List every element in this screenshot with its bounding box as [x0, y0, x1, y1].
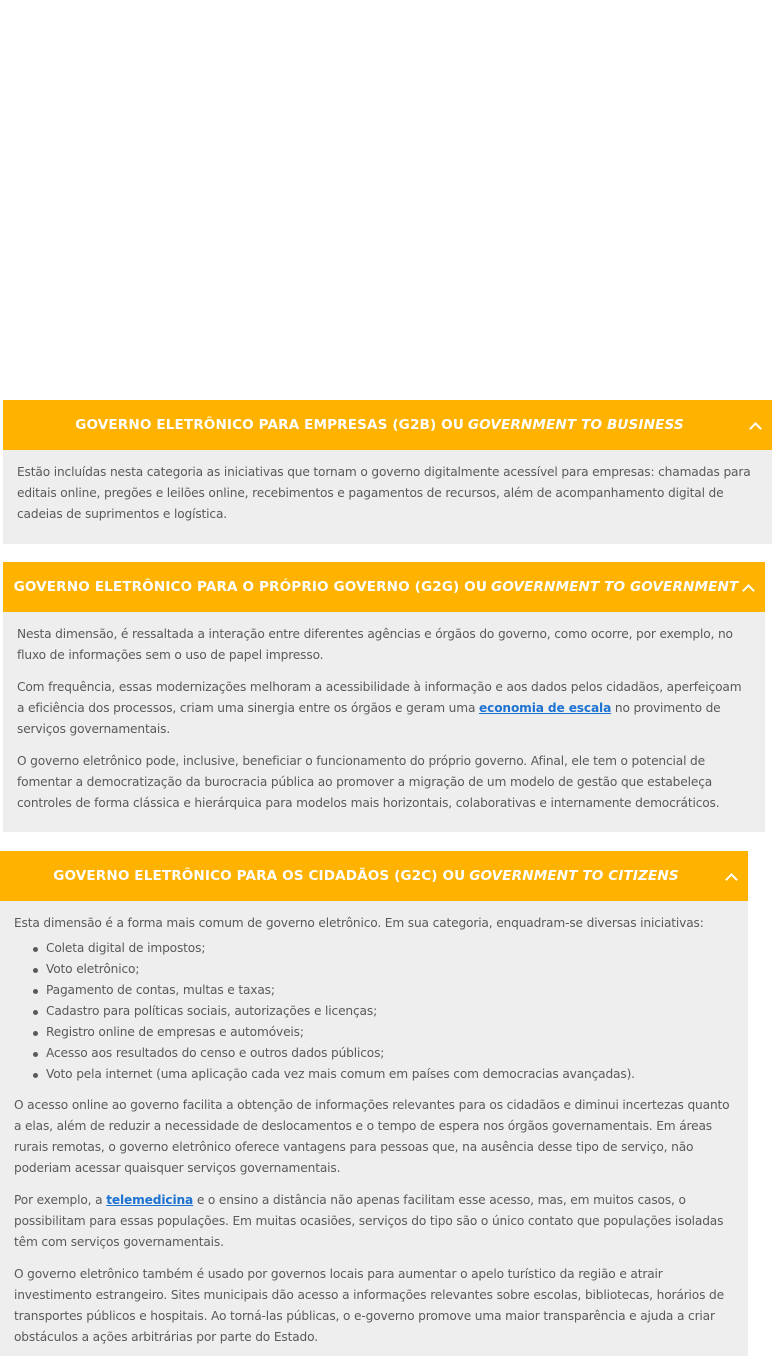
chevron-up-icon[interactable]: [726, 874, 736, 884]
chevron-up-icon[interactable]: [743, 585, 753, 595]
paragraph: [17, 677, 751, 740]
paragraph: [14, 1190, 734, 1253]
accordion-body-g2c: [0, 901, 748, 1356]
accordion-g2b: [3, 400, 772, 544]
accordion-title-g2c: GOVERNO ELETRÔNICO PARA OS CIDADÃOS (G2C) OU: [53, 868, 466, 884]
list-item: Coleta digital de impostos;: [32, 938, 734, 959]
list-item: Voto pela internet (uma aplicação cada vez mais comum em países com democracias avançadas).: [32, 1064, 734, 1085]
accordion-title-g2b-en: GOVERNMENT TO BUSINESS: [467, 417, 684, 433]
accordion-header-g2g[interactable]: [3, 562, 765, 612]
chevron-up-icon[interactable]: [750, 423, 760, 433]
accordion-g2g: [3, 562, 765, 832]
paragraph-text: e o ensino a distância não apenas facilitam esse acesso, mas, em muitos casos, o possibilitam para essas populações. Em muitas ocasiões, serviços do tipo são o único contato que populações isoladas têm com serviços governamentais.: [14, 1193, 724, 1249]
accordion-body-g2g: [3, 612, 765, 828]
paragraph-text: Com frequência, essas modernizações melhoram a acessibilidade à informação e aos dados pelos cidadãos, aperfeiçoam a eficiência dos processos, criam uma sinergia entre os órgãos e geram uma: [17, 680, 742, 715]
accordion-title-g2c-en: GOVERNMENT TO CITIZENS: [469, 868, 679, 884]
list-item: Voto eletrônico;: [32, 959, 734, 980]
accordion-header-g2b[interactable]: [3, 400, 772, 450]
accordion-body-g2b: [3, 450, 772, 539]
link-telemedicina[interactable]: telemedicina: [106, 1193, 194, 1207]
paragraph-text: no provimento de serviços governamentais.: [17, 701, 721, 736]
accordion-title-g2g-en: GOVERNMENT TO GOVERNMENT: [490, 579, 739, 595]
paragraph: Nesta dimensão, é ressaltada a interação entre diferentes agências e órgãos do governo, como ocorre, por exemplo, no fluxo de informações sem o uso de papel impresso.: [17, 627, 733, 662]
accordion-title-g2b: GOVERNO ELETRÔNICO PARA EMPRESAS (G2B) OU: [75, 417, 464, 433]
paragraph: O governo eletrônico também é usado por governos locais para aumentar o apelo turístico da região e atrair investimento estrangeiro. Sites municipais dão acesso a informações relevantes sobre escolas, bibliotecas, horários de transportes públicos e hospitais. Ao torná-las públicas, o e-governo promove uma maior transparência e ajuda a criar obstáculos a ações arbitrárias por parte do Estado.: [14, 1267, 724, 1344]
accordion-title-g2g: GOVERNO ELETRÔNICO PARA O PRÓPRIO GOVERNO (G2G) OU: [13, 579, 487, 595]
paragraph: Estão incluídas nesta categoria as iniciativas que tornam o governo digitalmente acessível para empresas: chamadas para editais online, pregões e leilões online, recebimentos e pagamentos de recursos, além de acompanhamento digital de cadeias de suprimentos e logística.: [17, 465, 751, 521]
paragraph-text: Por exemplo, a: [14, 1193, 103, 1207]
paragraph: Esta dimensão é a forma mais comum de governo eletrônico. Em sua categoria, enquadram-se diversas iniciativas:: [14, 916, 704, 930]
paragraph: O acesso online ao governo facilita a obtenção de informações relevantes para os cidadãos e diminui incertezas quanto a elas, além de reduzir a necessidade de deslocamentos e o tempo de espera nos órgãos governamentais. Em áreas rurais remotas, o governo eletrônico oferece vantagens para pessoas que, na ausência desse tipo de serviço, não poderiam acessar quaisquer serviços governamentais.: [14, 1098, 730, 1175]
list-item: Registro online de empresas e automóveis;: [32, 1022, 734, 1043]
list-item: Pagamento de contas, multas e taxas;: [32, 980, 734, 1001]
list-item: Acesso aos resultados do censo e outros dados públicos;: [32, 1043, 734, 1064]
link-economia-de-escala[interactable]: economia de escala: [479, 701, 612, 715]
accordion-g2c: [0, 851, 748, 1356]
initiatives-list: [32, 938, 734, 1085]
paragraph: O governo eletrônico pode, inclusive, beneficiar o funcionamento do próprio governo. Afinal, ele tem o potencial de fomentar a democratização da burocracia pública ao promover a migração de um modelo de gestão que estabeleça controles de forma clássica e hierárquica para modelos mais horizontais, colaborativas e internamente democráticos.: [17, 754, 720, 810]
list-item: Cadastro para políticas sociais, autorizações e licenças;: [32, 1001, 734, 1022]
accordion-header-g2c[interactable]: [0, 851, 748, 901]
